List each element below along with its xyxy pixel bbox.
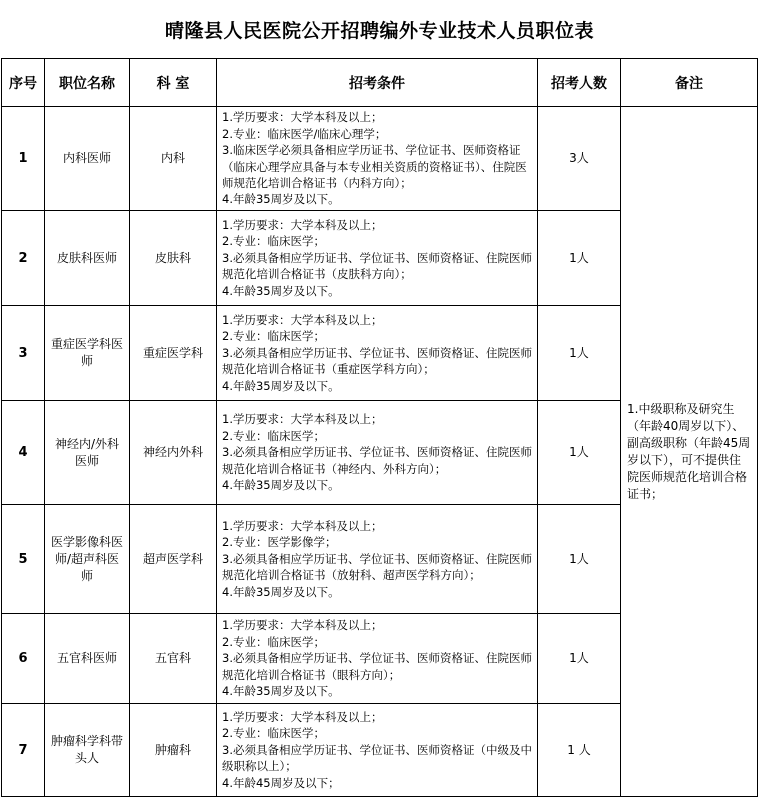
requirement-line: 3.必须具备相应学历证书、学位证书、医师资格证、住院医师规范化培训合格证书（神经内、外科方向）； bbox=[222, 445, 532, 476]
requirement-line: 1.学历要求：大学本科及以上； bbox=[222, 412, 383, 427]
row-count: 3人 bbox=[538, 107, 621, 211]
requirement-line: 2.专业：临床医学； bbox=[222, 726, 325, 741]
row-count: 1人 bbox=[538, 306, 621, 401]
requirement-line: 4.年龄35周岁及以下。 bbox=[222, 192, 340, 207]
row-requirements bbox=[217, 505, 538, 614]
requirement-line: 1.学历要求：大学本科及以上； bbox=[222, 217, 383, 232]
requirement-line: 3.必须具备相应学历证书、学位证书、医师资格证、住院医师规范化培训合格证书（放射科、超声医学科方向）； bbox=[222, 551, 532, 583]
requirement-line: 4.年龄35周岁及以下。 bbox=[222, 378, 340, 393]
requirement-line: 1.学历要求：大学本科及以上； bbox=[222, 518, 383, 533]
row-dept: 超声医学科 bbox=[130, 505, 217, 614]
row-position: 五官科医师 bbox=[45, 614, 130, 704]
row-position: 皮肤科医师 bbox=[45, 211, 130, 306]
row-dept: 神经内外科 bbox=[130, 401, 217, 505]
requirement-line: 3.必须具备相应学历证书、学位证书、医师资格证、住院医师规范化培训合格证书（眼科方向）； bbox=[222, 651, 532, 682]
row-count: 1人 bbox=[538, 614, 621, 704]
requirement-line: 4.年龄35周岁及以下。 bbox=[222, 283, 340, 298]
header-seq: 序号 bbox=[2, 59, 45, 107]
requirement-line: 3.必须具备相应学历证书、学位证书、医师资格证、住院医师规范化培训合格证书（重症医学科方向）； bbox=[222, 345, 532, 377]
row-requirements bbox=[217, 107, 538, 211]
requirement-line: 4.年龄45周岁及以下； bbox=[222, 775, 340, 790]
requirement-line: 3.临床医学必须具备相应学历证书、学位证书、医师资格证（临床心理学应具备与本专业相关资质的资格证书）、住院医师规范化培训合格证书（内科方向）； bbox=[222, 143, 527, 190]
requirement-line: 2.专业：临床医学； bbox=[222, 634, 325, 649]
row-seq: 2 bbox=[2, 211, 45, 306]
requirement-line: 2.专业：临床医学； bbox=[222, 234, 325, 249]
requirement-line: 4.年龄35周岁及以下。 bbox=[222, 584, 340, 599]
row-dept: 内科 bbox=[130, 107, 217, 211]
requirement-line: 4.年龄35周岁及以下。 bbox=[222, 684, 340, 699]
row-seq: 7 bbox=[2, 704, 45, 797]
requirement-line: 2.专业：临床医学/临床心理学； bbox=[222, 126, 387, 141]
row-dept: 五官科 bbox=[130, 614, 217, 704]
row-requirements bbox=[217, 614, 538, 704]
table-row bbox=[2, 107, 758, 211]
notes-cell: 1.中级职称及研究生（年龄40周岁以下）、副高级职称（年龄45周岁以下），可不提供住院医师规范化培训合格证书； bbox=[621, 107, 758, 797]
requirement-line: 1.学历要求：大学本科及以上； bbox=[222, 618, 383, 633]
header-requirements: 招考条件 bbox=[217, 59, 538, 107]
header-count: 招考人数 bbox=[538, 59, 621, 107]
row-count: 1人 bbox=[538, 505, 621, 614]
row-seq: 3 bbox=[2, 306, 45, 401]
row-dept: 重症医学科 bbox=[130, 306, 217, 401]
requirement-line: 4.年龄35周岁及以下。 bbox=[222, 478, 340, 493]
requirement-line: 2.专业：临床医学； bbox=[222, 428, 325, 443]
requirement-line: 1.学历要求：大学本科及以上； bbox=[222, 709, 383, 724]
header-dept: 科 室 bbox=[130, 59, 217, 107]
requirement-line: 1.学历要求：大学本科及以上； bbox=[222, 110, 383, 125]
requirement-line: 1.学历要求：大学本科及以上； bbox=[222, 312, 383, 327]
row-position: 肿瘤科学科带头人 bbox=[45, 704, 130, 797]
row-count: 1人 bbox=[538, 401, 621, 505]
row-dept: 肿瘤科 bbox=[130, 704, 217, 797]
row-requirements bbox=[217, 211, 538, 306]
row-requirements bbox=[217, 704, 538, 797]
row-count: 1人 bbox=[538, 211, 621, 306]
row-position: 医学影像科医师/超声科医师 bbox=[45, 505, 130, 614]
row-requirements bbox=[217, 306, 538, 401]
row-seq: 4 bbox=[2, 401, 45, 505]
requirement-line: 2.专业：医学影像学； bbox=[222, 535, 337, 550]
header-row bbox=[2, 59, 758, 107]
header-notes: 备注 bbox=[621, 59, 758, 107]
requirement-line: 3.必须具备相应学历证书、学位证书、医师资格证（中级及中级职称以上）； bbox=[222, 742, 532, 774]
row-seq: 1 bbox=[2, 107, 45, 211]
header-position: 职位名称 bbox=[45, 59, 130, 107]
row-position: 内科医师 bbox=[45, 107, 130, 211]
row-seq: 6 bbox=[2, 614, 45, 704]
requirement-line: 3.必须具备相应学历证书、学位证书、医师资格证、住院医师规范化培训合格证书（皮肤科方向）； bbox=[222, 250, 532, 282]
row-seq: 5 bbox=[2, 505, 45, 614]
requirement-line: 2.专业：临床医学； bbox=[222, 329, 325, 344]
row-requirements bbox=[217, 401, 538, 505]
row-position: 重症医学科医师 bbox=[45, 306, 130, 401]
row-dept: 皮肤科 bbox=[130, 211, 217, 306]
page-title: 晴隆县人民医院公开招聘编外专业技术人员职位表 bbox=[164, 19, 594, 42]
position-table bbox=[1, 58, 758, 797]
row-count: 1 人 bbox=[538, 704, 621, 797]
row-position: 神经内/外科医师 bbox=[45, 401, 130, 505]
